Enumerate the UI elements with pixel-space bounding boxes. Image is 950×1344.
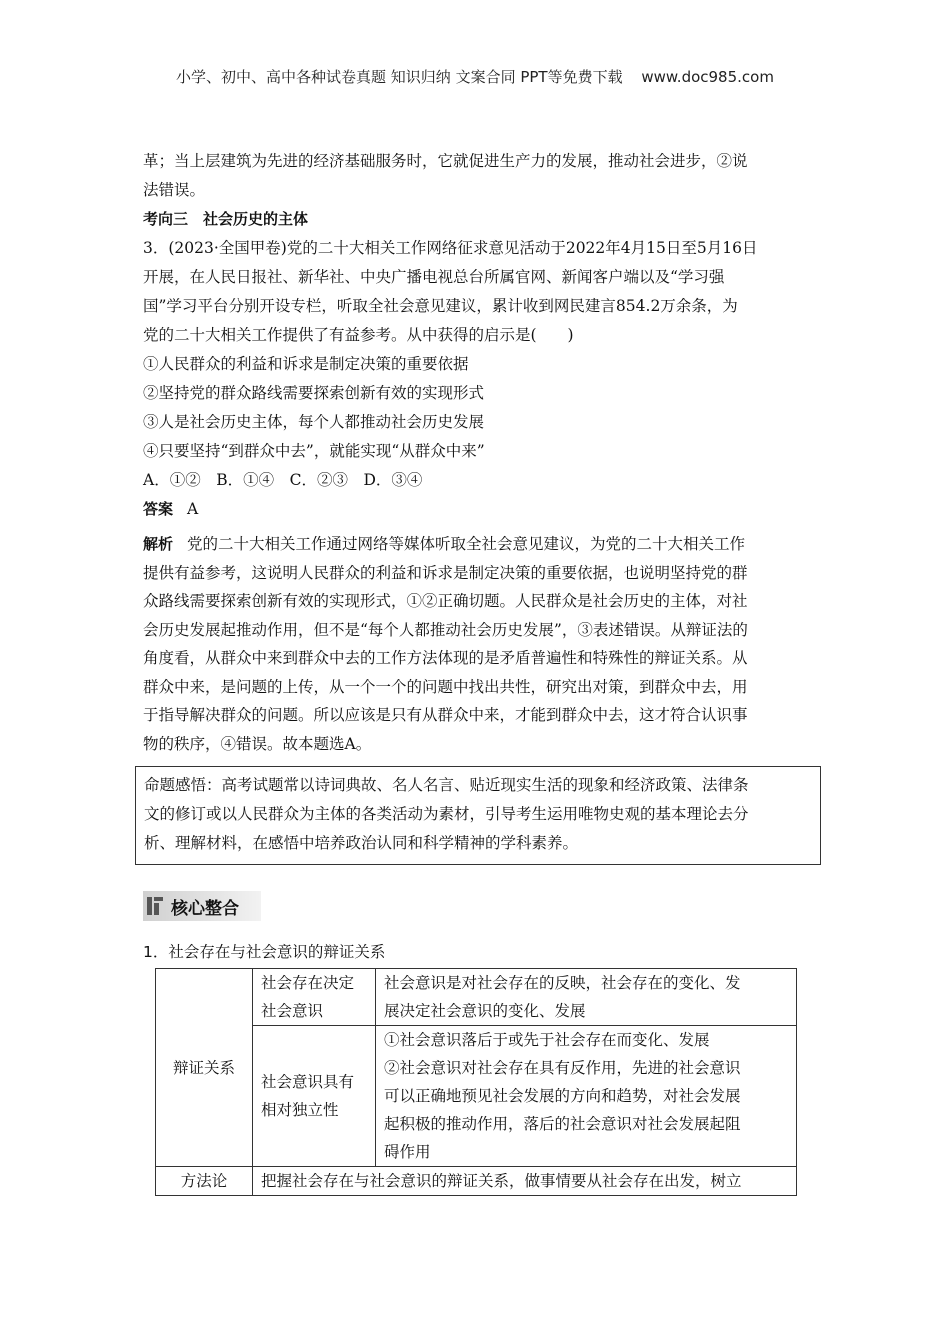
core-section-title: 核心整合 xyxy=(171,898,239,919)
document-body xyxy=(143,147,813,865)
page-header xyxy=(0,66,950,87)
analysis-line: 会历史发展起推动作用，但不是“每个人都推动社会历史发展”，③表述错误。从辩证法的 xyxy=(143,620,748,639)
independence-label: 社会意识具有 相对独立性 xyxy=(253,1026,376,1167)
analysis-block xyxy=(143,530,813,758)
option-4: ④只要坚持“到群众中去”，就能实现“从群众中来” xyxy=(143,442,485,460)
core-section-heading xyxy=(143,891,261,921)
intro-line: 革；当上层建筑为先进的经济基础服务时，它就促进生产力的发展，推动社会进步，②说 xyxy=(143,152,748,170)
option-3: ③人是社会历史主体，每个人都推动社会历史发展 xyxy=(143,413,485,431)
intro-line: 法错误。 xyxy=(143,181,206,199)
row-header-method: 方法论 xyxy=(156,1167,253,1196)
answer-label: 答案 xyxy=(143,500,174,518)
insight-line: 文的修订或以人民群众为主体的各类活动为素材，引导考生运用唯物史观的基本理论去分 xyxy=(144,805,749,823)
question-line: 3．(2023·全国甲卷)党的二十大相关工作网络征求意见活动于2022年4月15日至5月16日 xyxy=(143,239,758,257)
answer-choices: A．①② B．①④ C．②③ D．③④ xyxy=(143,471,423,489)
answer-line xyxy=(143,495,813,524)
table-row xyxy=(156,1026,797,1167)
decides-text: 社会意识是对社会存在的反映，社会存在的变化、发 展决定社会意识的变化、发展 xyxy=(376,969,797,1026)
question-block xyxy=(143,234,813,495)
insight-line: 命题感悟：高考试题常以诗词典故、名人名言、贴近现实生活的现象和经济政策、法律条 xyxy=(144,776,749,794)
relation-table xyxy=(155,968,797,1196)
header-url[interactable]: www.doc985.com xyxy=(641,68,774,86)
analysis-line: 物的秩序，④错误。故本题选A。 xyxy=(143,734,372,753)
table-title: 1．社会存在与社会意识的辩证关系 xyxy=(143,943,386,961)
question-line: 开展，在人民日报社、新华社、中央广播电视总台所属官网、新闻客户端以及“学习强 xyxy=(143,268,725,286)
question-line: 国”学习平台分别开设专栏，听取全社会意见建议，累计收到网民建言854.2万余条，为 xyxy=(143,297,738,315)
section-heading: 考向三 社会历史的主体 xyxy=(143,210,309,228)
decides-label: 社会存在决定 社会意识 xyxy=(253,969,376,1026)
independence-text: ①社会意识落后于或先于社会存在而变化、发展 ②社会意识对社会存在具有反作用，先进的社会意识 可以正确地预见社会发展的方向和趋势，对社会发展 起积极的推动作用，落后的社会意识对社会发展起阻 碍作用 xyxy=(376,1026,797,1167)
option-1: ①人民群众的利益和诉求是制定决策的重要依据 xyxy=(143,355,469,373)
analysis-line: 角度看，从群众中来到群众中去的工作方法体现的是矛盾普遍性和特殊性的辩证关系。从 xyxy=(143,649,748,667)
insight-box xyxy=(135,766,821,865)
analysis-line: 解析 党的二十大相关工作通过网络等媒体听取全社会意见建议，为党的二十大相关工作 xyxy=(143,535,746,553)
answer-value: A xyxy=(187,500,199,518)
header-slogan: 小学、初中、高中各种试卷真题 知识归纳 文案合同 PPT等免费下载 xyxy=(176,68,623,86)
method-text: 把握社会存在与社会意识的辩证关系，做事情要从社会存在出发，树立 xyxy=(253,1167,797,1196)
analysis-line: 众路线需要探索创新有效的实现形式，①②正确切题。人民群众是社会历史的主体，对社 xyxy=(143,592,748,610)
row-header-dialectic: 辩证关系 xyxy=(156,969,253,1167)
analysis-line: 群众中来，是问题的上传，从一个一个的问题中找出共性，研究出对策，到群众中去，用 xyxy=(143,677,748,696)
section-marker-icon xyxy=(147,897,163,915)
analysis-line: 于指导解决群众的问题。所以应该是只有从群众中来，才能到群众中去，这才符合认识事 xyxy=(143,706,748,724)
option-2: ②坚持党的群众路线需要探索创新有效的实现形式 xyxy=(143,384,485,402)
table-row xyxy=(156,1167,797,1196)
insight-label: 命题感悟： xyxy=(144,776,222,794)
question-line: 党的二十大相关工作提供了有益参考。从中获得的启示是( ) xyxy=(143,326,574,344)
analysis-line: 提供有益参考，这说明人民群众的利益和诉求是制定决策的重要依据，也说明坚持党的群 xyxy=(143,563,748,582)
table-row xyxy=(156,969,797,1026)
analysis-label: 解析 xyxy=(143,535,174,553)
insight-line: 析、理解材料，在感悟中培养政治认同和科学精神的学科素养。 xyxy=(144,834,579,852)
